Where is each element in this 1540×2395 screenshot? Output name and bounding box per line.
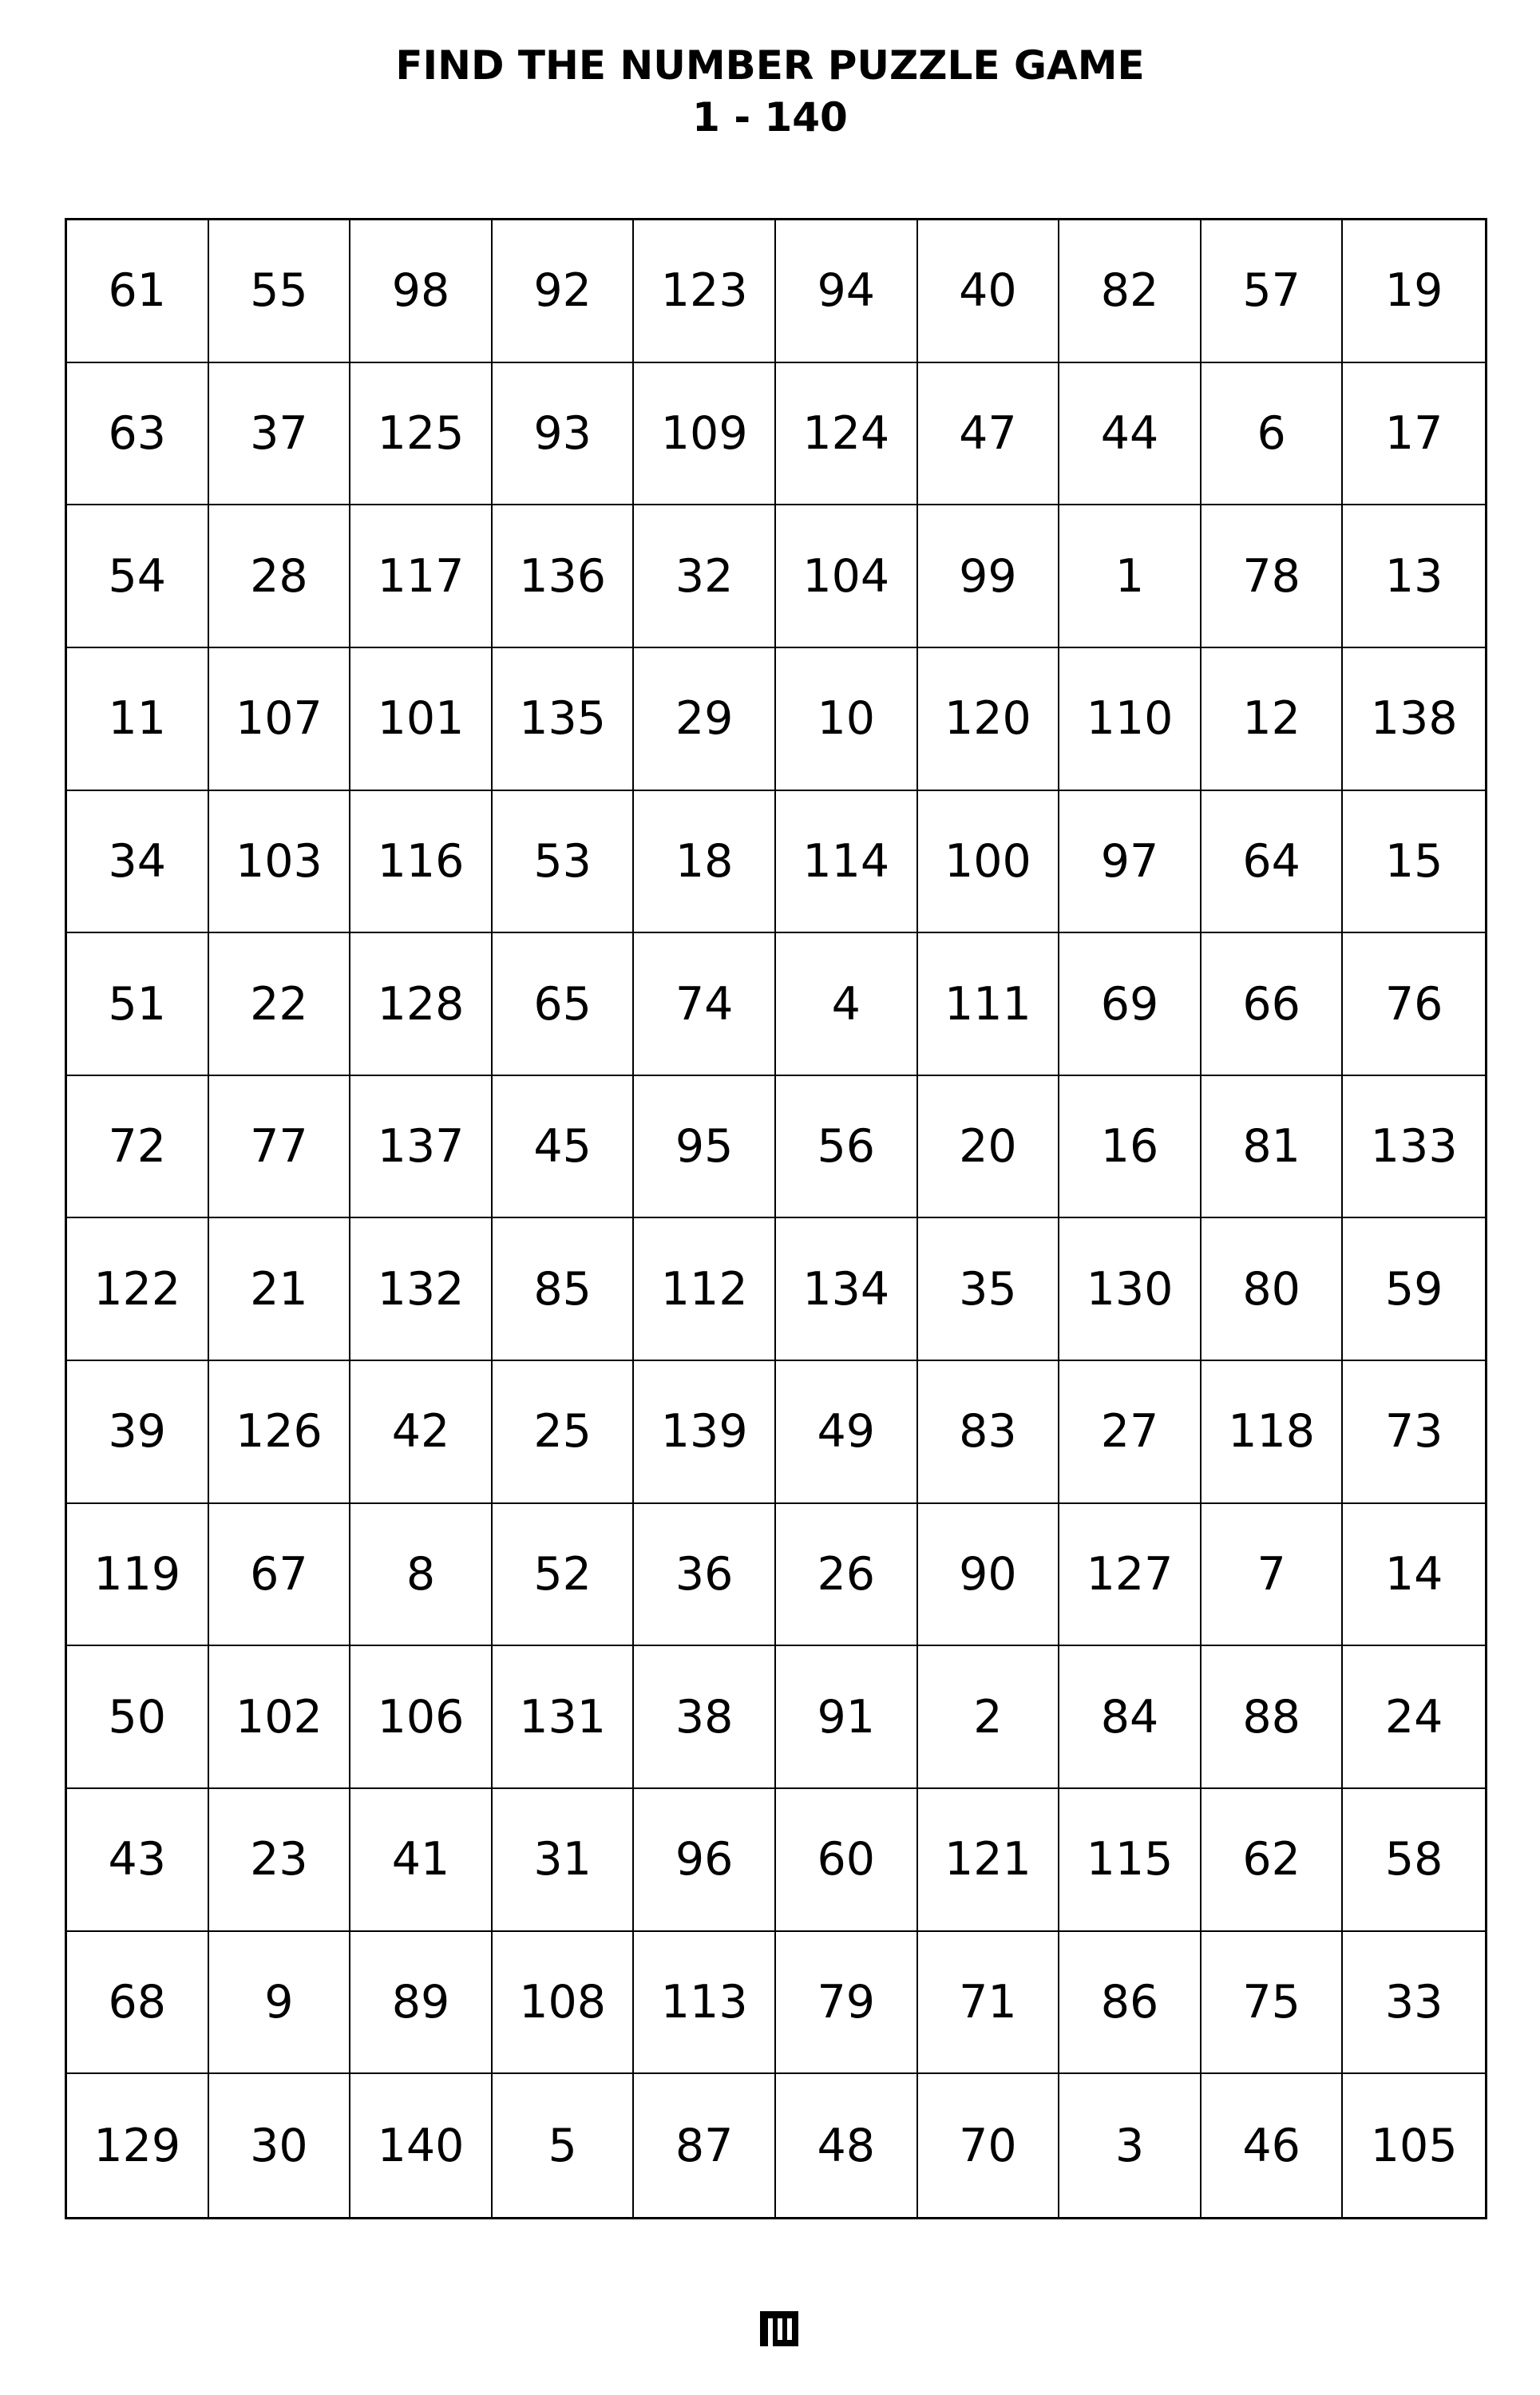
grid-cell[interactable]: 93 — [493, 363, 635, 506]
grid-cell[interactable]: 131 — [493, 1646, 635, 1789]
grid-cell[interactable]: 78 — [1202, 505, 1344, 648]
grid-cell[interactable]: 84 — [1059, 1646, 1202, 1789]
grid-cell[interactable]: 8 — [350, 1504, 493, 1647]
grid-cell[interactable]: 35 — [918, 1218, 1060, 1361]
grid-cell[interactable]: 76 — [1343, 933, 1485, 1076]
grid-cell[interactable]: 116 — [350, 791, 493, 934]
grid-cell[interactable]: 15 — [1343, 791, 1485, 934]
grid-cell[interactable]: 122 — [67, 1218, 209, 1361]
grid-cell[interactable]: 95 — [634, 1076, 776, 1219]
grid-cell[interactable]: 33 — [1343, 1932, 1485, 2075]
grid-cell[interactable]: 92 — [493, 220, 635, 363]
grid-cell[interactable]: 32 — [634, 505, 776, 648]
grid-cell[interactable]: 99 — [918, 505, 1060, 648]
grid-cell[interactable]: 52 — [493, 1504, 635, 1647]
grid-cell[interactable]: 81 — [1202, 1076, 1344, 1219]
grid-cell[interactable]: 57 — [1202, 220, 1344, 363]
grid-cell[interactable]: 2 — [918, 1646, 1060, 1789]
grid-cell[interactable]: 107 — [209, 648, 351, 791]
grid-cell[interactable]: 117 — [350, 505, 493, 648]
grid-cell[interactable]: 80 — [1202, 1218, 1344, 1361]
brand-logo-icon — [760, 2311, 798, 2346]
grid-cell[interactable]: 133 — [1343, 1076, 1485, 1219]
grid-cell[interactable]: 75 — [1202, 1932, 1344, 2075]
grid-cell[interactable]: 127 — [1059, 1504, 1202, 1647]
grid-cell[interactable]: 51 — [67, 933, 209, 1076]
grid-cell[interactable]: 83 — [918, 1361, 1060, 1504]
grid-cell[interactable]: 108 — [493, 1932, 635, 2075]
grid-cell[interactable]: 16 — [1059, 1076, 1202, 1219]
grid-cell[interactable]: 96 — [634, 1789, 776, 1932]
grid-cell[interactable]: 19 — [1343, 220, 1485, 363]
grid-cell[interactable]: 135 — [493, 648, 635, 791]
grid-cell[interactable]: 66 — [1202, 933, 1344, 1076]
grid-cell[interactable]: 30 — [209, 2074, 351, 2217]
grid-cell[interactable]: 104 — [776, 505, 918, 648]
grid-cell[interactable]: 98 — [350, 220, 493, 363]
grid-cell[interactable]: 42 — [350, 1361, 493, 1504]
grid-cell[interactable]: 11 — [67, 648, 209, 791]
grid-cell[interactable]: 18 — [634, 791, 776, 934]
grid-cell[interactable]: 20 — [918, 1076, 1060, 1219]
grid-cell[interactable]: 68 — [67, 1932, 209, 2075]
grid-cell[interactable]: 121 — [918, 1789, 1060, 1932]
grid-cell[interactable]: 24 — [1343, 1646, 1485, 1789]
grid-cell[interactable]: 53 — [493, 791, 635, 934]
grid-cell[interactable]: 40 — [918, 220, 1060, 363]
grid-cell[interactable]: 44 — [1059, 363, 1202, 506]
grid-cell[interactable]: 119 — [67, 1504, 209, 1647]
grid-cell[interactable]: 86 — [1059, 1932, 1202, 2075]
grid-cell[interactable]: 137 — [350, 1076, 493, 1219]
grid-cell[interactable]: 21 — [209, 1218, 351, 1361]
grid-cell[interactable]: 31 — [493, 1789, 635, 1932]
grid-cell[interactable]: 140 — [350, 2074, 493, 2217]
grid-cell[interactable]: 67 — [209, 1504, 351, 1647]
grid-cell[interactable]: 126 — [209, 1361, 351, 1504]
grid-cell[interactable]: 37 — [209, 363, 351, 506]
grid-cell[interactable]: 38 — [634, 1646, 776, 1789]
grid-cell[interactable]: 132 — [350, 1218, 493, 1361]
grid-cell[interactable]: 97 — [1059, 791, 1202, 934]
grid-cell[interactable]: 12 — [1202, 648, 1344, 791]
grid-cell[interactable]: 79 — [776, 1932, 918, 2075]
grid-cell[interactable]: 5 — [493, 2074, 635, 2217]
number-range: 1 - 140 — [692, 94, 848, 141]
grid-cell[interactable]: 91 — [776, 1646, 918, 1789]
grid-cell[interactable]: 23 — [209, 1789, 351, 1932]
grid-cell[interactable]: 100 — [918, 791, 1060, 934]
grid-cell[interactable]: 59 — [1343, 1218, 1485, 1361]
grid-cell[interactable]: 73 — [1343, 1361, 1485, 1504]
grid-cell[interactable]: 34 — [67, 791, 209, 934]
grid-cell[interactable]: 28 — [209, 505, 351, 648]
grid-cell[interactable]: 3 — [1059, 2074, 1202, 2217]
grid-cell[interactable]: 129 — [67, 2074, 209, 2217]
grid-cell[interactable]: 45 — [493, 1076, 635, 1219]
grid-cell[interactable]: 29 — [634, 648, 776, 791]
grid-cell[interactable]: 138 — [1343, 648, 1485, 791]
grid-cell[interactable]: 120 — [918, 648, 1060, 791]
grid-cell[interactable]: 41 — [350, 1789, 493, 1932]
grid-cell[interactable]: 9 — [209, 1932, 351, 2075]
grid-cell[interactable]: 90 — [918, 1504, 1060, 1647]
grid-cell[interactable]: 10 — [776, 648, 918, 791]
grid-cell[interactable]: 77 — [209, 1076, 351, 1219]
grid-cell[interactable]: 58 — [1343, 1789, 1485, 1932]
grid-cell[interactable]: 63 — [67, 363, 209, 506]
grid-cell[interactable]: 56 — [776, 1076, 918, 1219]
grid-cell[interactable]: 88 — [1202, 1646, 1344, 1789]
grid-cell[interactable]: 130 — [1059, 1218, 1202, 1361]
grid-cell[interactable]: 54 — [67, 505, 209, 648]
grid-cell[interactable]: 136 — [493, 505, 635, 648]
grid-cell[interactable]: 69 — [1059, 933, 1202, 1076]
grid-cell[interactable]: 22 — [209, 933, 351, 1076]
grid-cell[interactable]: 50 — [67, 1646, 209, 1789]
grid-cell[interactable]: 47 — [918, 363, 1060, 506]
grid-cell[interactable]: 6 — [1202, 363, 1344, 506]
grid-cell[interactable]: 94 — [776, 220, 918, 363]
grid-cell[interactable]: 74 — [634, 933, 776, 1076]
grid-cell[interactable]: 26 — [776, 1504, 918, 1647]
grid-cell[interactable]: 113 — [634, 1932, 776, 2075]
puzzle-title: FIND THE NUMBER PUZZLE GAME — [395, 42, 1145, 89]
grid-cell[interactable]: 13 — [1343, 505, 1485, 648]
grid-cell[interactable]: 112 — [634, 1218, 776, 1361]
grid-cell[interactable]: 106 — [350, 1646, 493, 1789]
grid-cell[interactable]: 1 — [1059, 505, 1202, 648]
grid-cell[interactable]: 118 — [1202, 1361, 1344, 1504]
grid-cell[interactable]: 72 — [67, 1076, 209, 1219]
number-grid — [65, 218, 1487, 2219]
grid-cell[interactable]: 105 — [1370, 2119, 1458, 2172]
grid-cell[interactable]: 61 — [67, 220, 209, 363]
grid-cell[interactable]: 7 — [1202, 1504, 1344, 1647]
grid-cell[interactable]: 102 — [209, 1646, 351, 1789]
grid-cell[interactable]: 87 — [634, 2074, 776, 2217]
grid-cell[interactable]: 60 — [776, 1789, 918, 1932]
grid-cell[interactable]: 43 — [67, 1789, 209, 1932]
grid-cell[interactable]: 139 — [634, 1361, 776, 1504]
grid-cell[interactable]: 55 — [209, 220, 351, 363]
grid-cell[interactable]: 36 — [634, 1504, 776, 1647]
grid-cell[interactable]: 17 — [1343, 363, 1485, 506]
grid-cell[interactable]: 89 — [350, 1932, 493, 2075]
grid-cell[interactable]: 62 — [1202, 1789, 1344, 1932]
grid-cell[interactable]: 71 — [918, 1932, 1060, 2075]
grid-cell[interactable]: 48 — [776, 2074, 918, 2217]
grid-cell[interactable]: 101 — [350, 648, 493, 791]
grid-cell[interactable]: 49 — [776, 1361, 918, 1504]
grid-cell[interactable]: 128 — [350, 933, 493, 1076]
grid-cell[interactable]: 134 — [776, 1218, 918, 1361]
grid-cell[interactable]: 115 — [1059, 1789, 1202, 1932]
grid-cell[interactable]: 110 — [1059, 648, 1202, 791]
grid-cell[interactable]: 25 — [493, 1361, 635, 1504]
grid-cell[interactable]: 14 — [1343, 1504, 1485, 1647]
grid-cell[interactable]: 4 — [776, 933, 918, 1076]
grid-cell[interactable]: 70 — [918, 2074, 1060, 2217]
grid-cell[interactable]: 65 — [493, 933, 635, 1076]
grid-cell[interactable]: 27 — [1059, 1361, 1202, 1504]
grid-cell[interactable]: 85 — [493, 1218, 635, 1361]
grid-cell[interactable]: 123 — [634, 220, 776, 363]
grid-cell[interactable]: 103 — [209, 791, 351, 934]
grid-cell[interactable]: 82 — [1059, 220, 1202, 363]
grid-cell[interactable]: 39 — [67, 1361, 209, 1504]
grid-cell[interactable]: 64 — [1202, 791, 1344, 934]
grid-cell[interactable]: 125 — [350, 363, 493, 506]
grid-cell[interactable]: 111 — [918, 933, 1060, 1076]
grid-cell[interactable]: 114 — [776, 791, 918, 934]
grid-cell[interactable]: 109 — [634, 363, 776, 506]
grid-cell[interactable]: 124 — [776, 363, 918, 506]
grid-cell[interactable]: 46 — [1202, 2074, 1344, 2217]
